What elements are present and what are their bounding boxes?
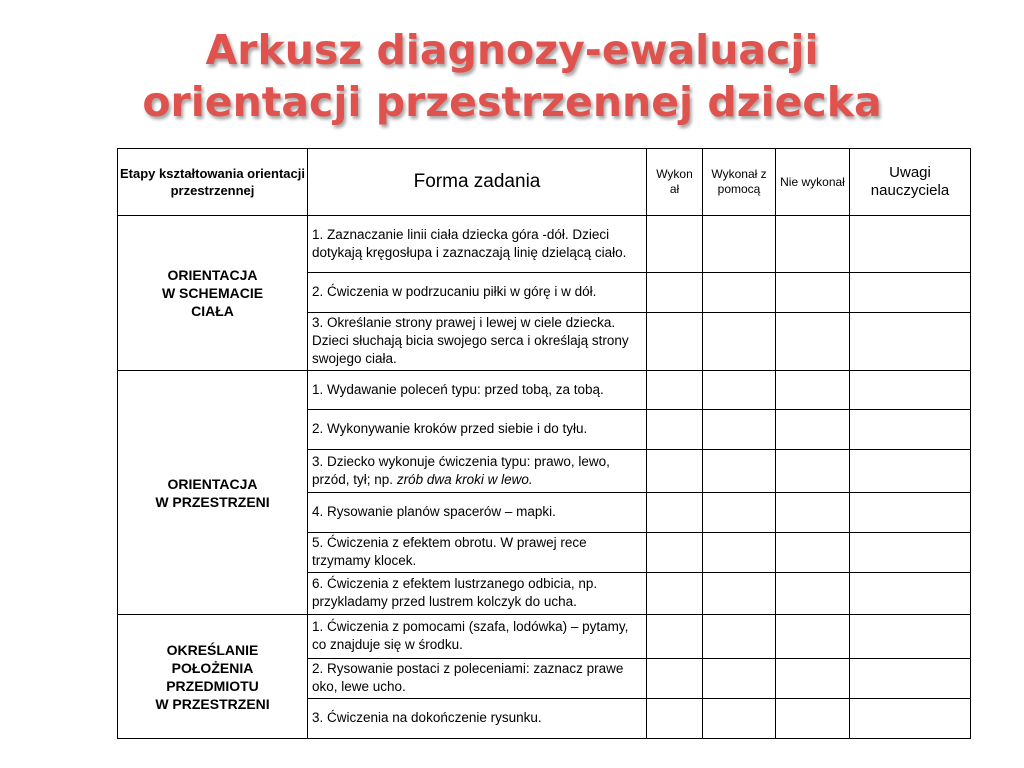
header-stage: Etapy kształtowania orientacji przestrzennej: [118, 149, 308, 216]
task-cell: 2. Ćwiczenia w podrzucaniu piłki w górę i w dół.: [308, 273, 647, 313]
checkbox-cell-not-done[interactable]: [776, 615, 850, 659]
table-row: [118, 615, 971, 659]
evaluation-table: [117, 148, 971, 739]
checkbox-cell-done[interactable]: [647, 216, 703, 273]
checkbox-cell-help[interactable]: [703, 450, 776, 493]
checkbox-cell-not-done[interactable]: [776, 493, 850, 533]
header-row: [118, 149, 971, 216]
header-not-done: Nie wykonał: [776, 149, 850, 216]
checkbox-cell-not-done[interactable]: [776, 410, 850, 450]
checkbox-cell-not-done[interactable]: [776, 533, 850, 573]
task-cell: 4. Rysowanie planów spacerów – mapki.: [308, 493, 647, 533]
task-cell: 2. Wykonywanie kroków przed siebie i do tyłu.: [308, 410, 647, 450]
stage-object-position: OKREŚLANIE POŁOŻENIA PRZEDMIOTU W PRZESTRZENI: [118, 615, 308, 739]
task-italic-example: zrób dwa kroki w lewo.: [396, 471, 533, 487]
sheet-title: [0, 24, 1024, 128]
checkbox-cell-help[interactable]: [703, 659, 776, 699]
checkbox-cell-done[interactable]: [647, 699, 703, 739]
notes-cell[interactable]: [850, 533, 971, 573]
checkbox-cell-not-done[interactable]: [776, 273, 850, 313]
checkbox-cell-help[interactable]: [703, 273, 776, 313]
checkbox-cell-done[interactable]: [647, 573, 703, 615]
task-cell: 6. Ćwiczenia z efektem lustrzanego odbicia, np. przykladamy przed lustrem kolczyk do ucha.: [308, 573, 647, 615]
checkbox-cell-done[interactable]: [647, 533, 703, 573]
checkbox-cell-help[interactable]: [703, 533, 776, 573]
checkbox-cell-help[interactable]: [703, 615, 776, 659]
checkbox-cell-done[interactable]: [647, 615, 703, 659]
header-done-part2: ał: [669, 182, 680, 196]
header-done-part1: Wykon: [656, 167, 693, 181]
checkbox-cell-done[interactable]: [647, 410, 703, 450]
checkbox-cell-help[interactable]: [703, 493, 776, 533]
task-cell: 3. Ćwiczenia na dokończenie rysunku.: [308, 699, 647, 739]
stage-space-orientation: ORIENTACJA W PRZESTRZENI: [118, 371, 308, 615]
task-cell: 3. Dziecko wykonuje ćwiczenia typu: prawo, lewo, przód, tył; np. zrób dwa kroki w lewo.: [308, 450, 647, 493]
checkbox-cell-help[interactable]: [703, 573, 776, 615]
checkbox-cell-help[interactable]: [703, 699, 776, 739]
title-line-2: orientacji przestrzennej dziecka: [142, 78, 882, 126]
checkbox-cell-help[interactable]: [703, 313, 776, 371]
task-cell: 1. Ćwiczenia z pomocami (szafa, lodówka) – pytamy, co znajduje się w środku.: [308, 615, 647, 659]
title-line-1: Arkusz diagnozy-ewaluacji: [205, 26, 819, 74]
checkbox-cell-done[interactable]: [647, 450, 703, 493]
checkbox-cell-done[interactable]: [647, 659, 703, 699]
table-row: [118, 371, 971, 410]
checkbox-cell-not-done[interactable]: [776, 659, 850, 699]
notes-cell[interactable]: [850, 615, 971, 659]
checkbox-cell-not-done[interactable]: [776, 699, 850, 739]
notes-cell[interactable]: [850, 410, 971, 450]
notes-cell[interactable]: [850, 273, 971, 313]
notes-cell[interactable]: [850, 699, 971, 739]
checkbox-cell-done[interactable]: [647, 313, 703, 371]
checkbox-cell-done[interactable]: [647, 371, 703, 410]
checkbox-cell-not-done[interactable]: [776, 573, 850, 615]
checkbox-cell-done[interactable]: [647, 493, 703, 533]
task-cell: 1. Wydawanie poleceń typu: przed tobą, za tobą.: [308, 371, 647, 410]
header-form: Forma zadania: [308, 149, 647, 216]
notes-cell[interactable]: [850, 371, 971, 410]
header-notes: Uwagi nauczyciela: [850, 149, 971, 216]
notes-cell[interactable]: [850, 313, 971, 371]
task-cell: 2. Rysowanie postaci z poleceniami: zaznacz prawe oko, lewe ucho.: [308, 659, 647, 699]
notes-cell[interactable]: [850, 450, 971, 493]
checkbox-cell-not-done[interactable]: [776, 216, 850, 273]
checkbox-cell-done[interactable]: [647, 273, 703, 313]
task-cell: 1. Zaznaczanie linii ciała dziecka góra -dół. Dzieci dotykają kręgosłupa i zaznaczają linię dzielącą ciało.: [308, 216, 647, 273]
notes-cell[interactable]: [850, 493, 971, 533]
checkbox-cell-help[interactable]: [703, 410, 776, 450]
checkbox-cell-help[interactable]: [703, 216, 776, 273]
header-with-help: Wykonał z pomocą: [703, 149, 776, 216]
task-cell: 5. Ćwiczenia z efektem obrotu. W prawej rece trzymamy klocek.: [308, 533, 647, 573]
notes-cell[interactable]: [850, 216, 971, 273]
notes-cell[interactable]: [850, 573, 971, 615]
table-row: [118, 216, 971, 273]
task-cell: 3. Określanie strony prawej i lewej w ciele dziecka. Dzieci słuchają bicia swojego serca i określają strony swojego ciała.: [308, 313, 647, 371]
header-done: [647, 149, 703, 216]
stage-body-scheme: ORIENTACJA W SCHEMACIE CIAŁA: [118, 216, 308, 371]
checkbox-cell-not-done[interactable]: [776, 313, 850, 371]
notes-cell[interactable]: [850, 659, 971, 699]
checkbox-cell-not-done[interactable]: [776, 450, 850, 493]
checkbox-cell-not-done[interactable]: [776, 371, 850, 410]
checkbox-cell-help[interactable]: [703, 371, 776, 410]
